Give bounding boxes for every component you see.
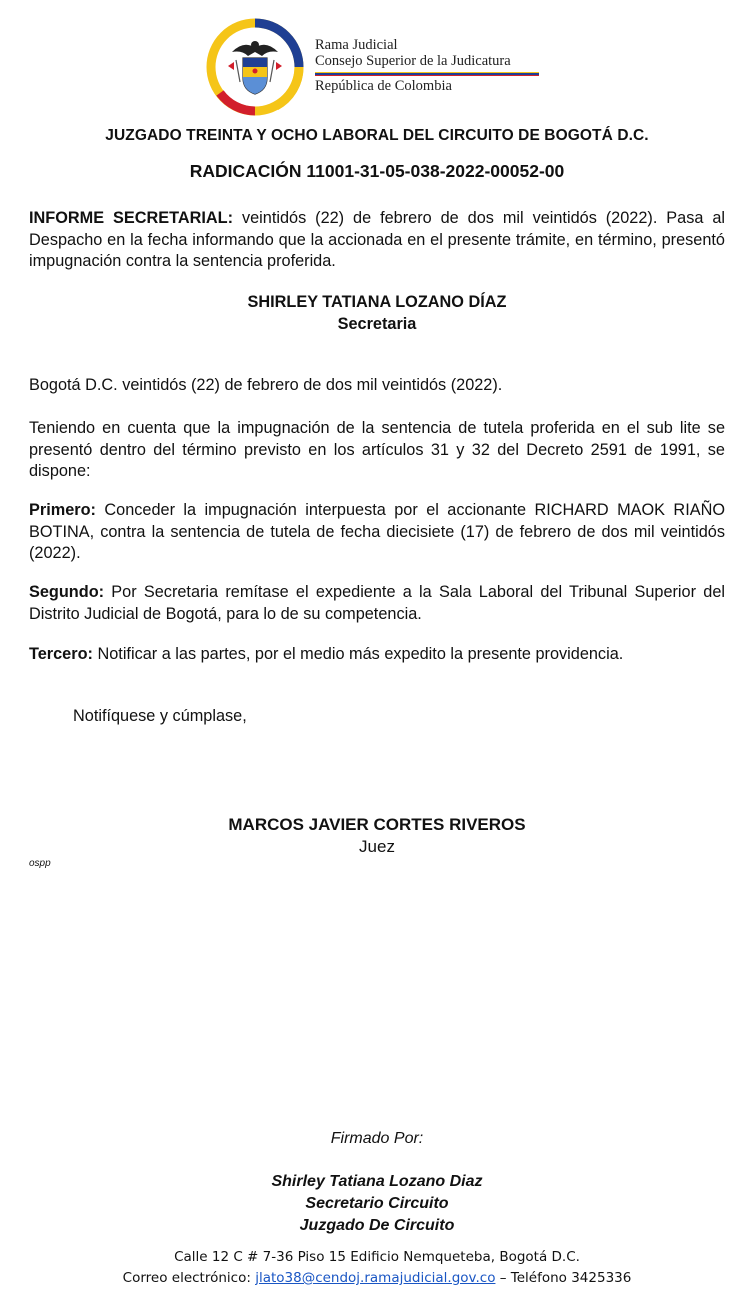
footer-address: Calle 12 C # 7-36 Piso 15 Edificio Nemqueteba, Bogotá D.C. — [174, 1249, 580, 1265]
second-label: Segundo: — [29, 583, 105, 601]
secretarial-report — [29, 208, 725, 273]
phone-text: – Teléfono 3425336 — [495, 1270, 632, 1286]
resolution-second — [29, 582, 725, 625]
third-label: Tercero: — [29, 645, 93, 663]
initials: ospp — [29, 858, 51, 869]
email-label: Correo electrónico: — [122, 1270, 256, 1286]
organization-name — [315, 37, 511, 94]
secretary-role: Secretaria — [337, 315, 417, 333]
closing-line: Notifíquese y cúmplase, — [73, 707, 247, 725]
org-line-1: Rama Judicial — [315, 37, 398, 53]
signer-office: Juzgado De Circuito — [299, 1217, 455, 1234]
org-line-2: Consejo Superior de la Judicatura — [315, 53, 511, 69]
resolution-third — [29, 644, 725, 666]
secretary-name: SHIRLEY TATIANA LOZANO DÍAZ — [247, 293, 507, 311]
signed-by-label: Firmado Por: — [330, 1130, 424, 1147]
signer-title: Secretario Circuito — [305, 1195, 449, 1212]
considering-paragraph: Teniendo en cuenta que la impugnación de la sentencia de tutela proferida en el sub lite se presentó dentro del término previsto en los artículos 31 y 32 del Decreto 2591 de 1991, se dispone: — [29, 419, 725, 480]
report-label: INFORME SECRETARIAL: — [29, 209, 234, 227]
colombia-coat-of-arms-logo — [206, 18, 304, 116]
date-line: Bogotá D.C. veintidós (22) de febrero de dos mil veintidós (2022). — [29, 376, 503, 394]
court-name: JUZGADO TREINTA Y OCHO LABORAL DEL CIRCUITO DE BOGOTÁ D.C. — [105, 127, 649, 144]
third-text: Notificar a las partes, por el medio más expedito la presente providencia. — [92, 645, 624, 663]
resolution-first — [29, 500, 725, 565]
signer-name: Shirley Tatiana Lozano Diaz — [271, 1173, 483, 1190]
judge-role: Juez — [359, 837, 395, 856]
footer-contact — [0, 1270, 754, 1286]
case-number: RADICACIÓN 11001-31-05-038-2022-00052-00 — [189, 161, 565, 181]
first-text: Conceder la impugnación interpuesta por el accionante RICHARD MAOK RIAÑO BOTINA, contra la sentencia de tutela de fecha diecisiete (17) de febrero de dos mil veintidós (2022). — [29, 501, 725, 562]
email-link[interactable]: jlato38@cendoj.ramajudicial.gov.co — [255, 1270, 496, 1286]
tricolor-rule — [315, 72, 539, 76]
org-line-3: República de Colombia — [315, 78, 452, 94]
second-text: Por Secretaria remítase el expediente a la Sala Laboral del Tribunal Superior del Distrito Judicial de Bogotá, para lo de su competencia. — [29, 583, 725, 623]
judge-name: MARCOS JAVIER CORTES RIVEROS — [228, 815, 526, 834]
first-label: Primero: — [29, 501, 96, 519]
report-text: veintidós (22) de febrero de dos mil veintidós (2022). Pasa al Despacho en la fecha informando que la accionada en el presente trámite, en término, presentó impugnación contra la sentencia proferida. — [29, 209, 726, 270]
